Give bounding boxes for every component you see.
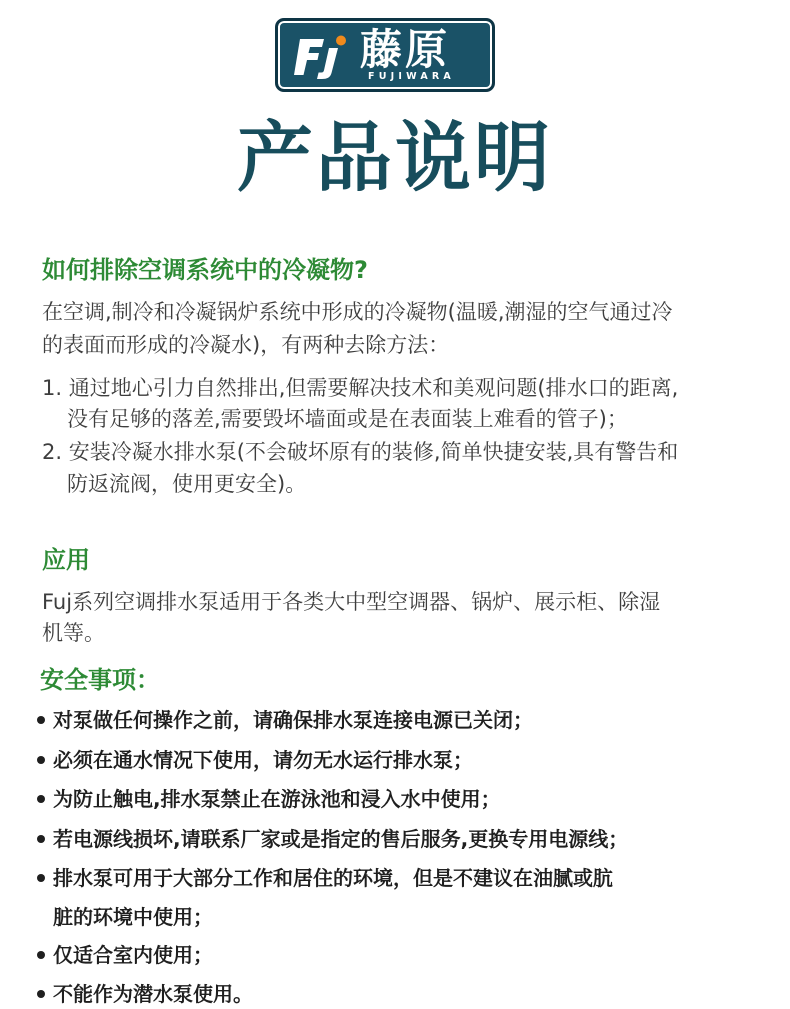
fujiwara-logo <box>275 18 495 92</box>
section-heading-application: 应用 <box>42 546 90 574</box>
safety-item-4: 若电源线损坏,请联系厂家或是指定的售后服务,更换专用电源线； <box>53 827 629 851</box>
intro-line-1: 在空调,制冷和冷凝锅炉系统中形成的冷凝物(温暖,潮湿的空气通过冷 <box>42 300 673 324</box>
safety-item-1: 对泵做任何操作之前，请确保排水泵连接电源已关闭； <box>53 708 533 732</box>
logo-english-name: FUJIWARA <box>368 71 455 82</box>
method-1-line-2: 没有足够的落差,需要毁坏墙面或是在表面装上难看的管子)； <box>67 407 628 431</box>
application-line-2: 机等。 <box>42 621 105 645</box>
bullet-icon <box>37 716 45 724</box>
safety-item-6: 仅适合室内使用； <box>53 943 213 967</box>
logo-chinese-name: 藤原 <box>360 25 451 74</box>
method-1-line-1: 1. 通过地心引力自然排出,但需要解决技术和美观问题(排水口的距离, <box>42 376 679 400</box>
section-heading-safety: 安全事项： <box>40 666 160 694</box>
safety-item-5: 排水泵可用于大部分工作和居住的环境，但是不建议在油腻或肮 <box>53 866 613 890</box>
method-2-line-1: 2. 安装冷凝水排水泵(不会破坏原有的装修,简单快捷安装,具有警告和 <box>42 440 679 464</box>
bullet-icon <box>37 874 45 882</box>
method-2-line-2: 防返流阀，使用更安全)。 <box>67 472 307 496</box>
application-line-1: Fuj系列空调排水泵适用于各类大中型空调器、锅炉、展示柜、除湿 <box>42 590 661 614</box>
bullet-icon <box>37 835 45 843</box>
bullet-icon <box>37 795 45 803</box>
safety-item-5-continuation: 脏的环境中使用； <box>53 905 213 929</box>
fj-monogram-icon <box>294 33 350 81</box>
bullet-icon <box>37 951 45 959</box>
bullet-icon <box>37 990 45 998</box>
safety-item-3: 为防止触电,排水泵禁止在游泳池和浸入水中使用； <box>53 787 501 811</box>
safety-item-7: 不能作为潜水泵使用。 <box>53 982 253 1006</box>
safety-item-2: 必须在通水情况下使用，请勿无水运行排水泵； <box>53 748 473 772</box>
section-heading-condensate: 如何排除空调系统中的冷凝物? <box>42 256 368 284</box>
bullet-icon <box>37 756 45 764</box>
intro-line-2: 的表面而形成的冷凝水)，有两种去除方法： <box>42 333 450 357</box>
orange-dot-icon <box>336 36 346 46</box>
page-title: 产品说明 <box>237 113 553 202</box>
